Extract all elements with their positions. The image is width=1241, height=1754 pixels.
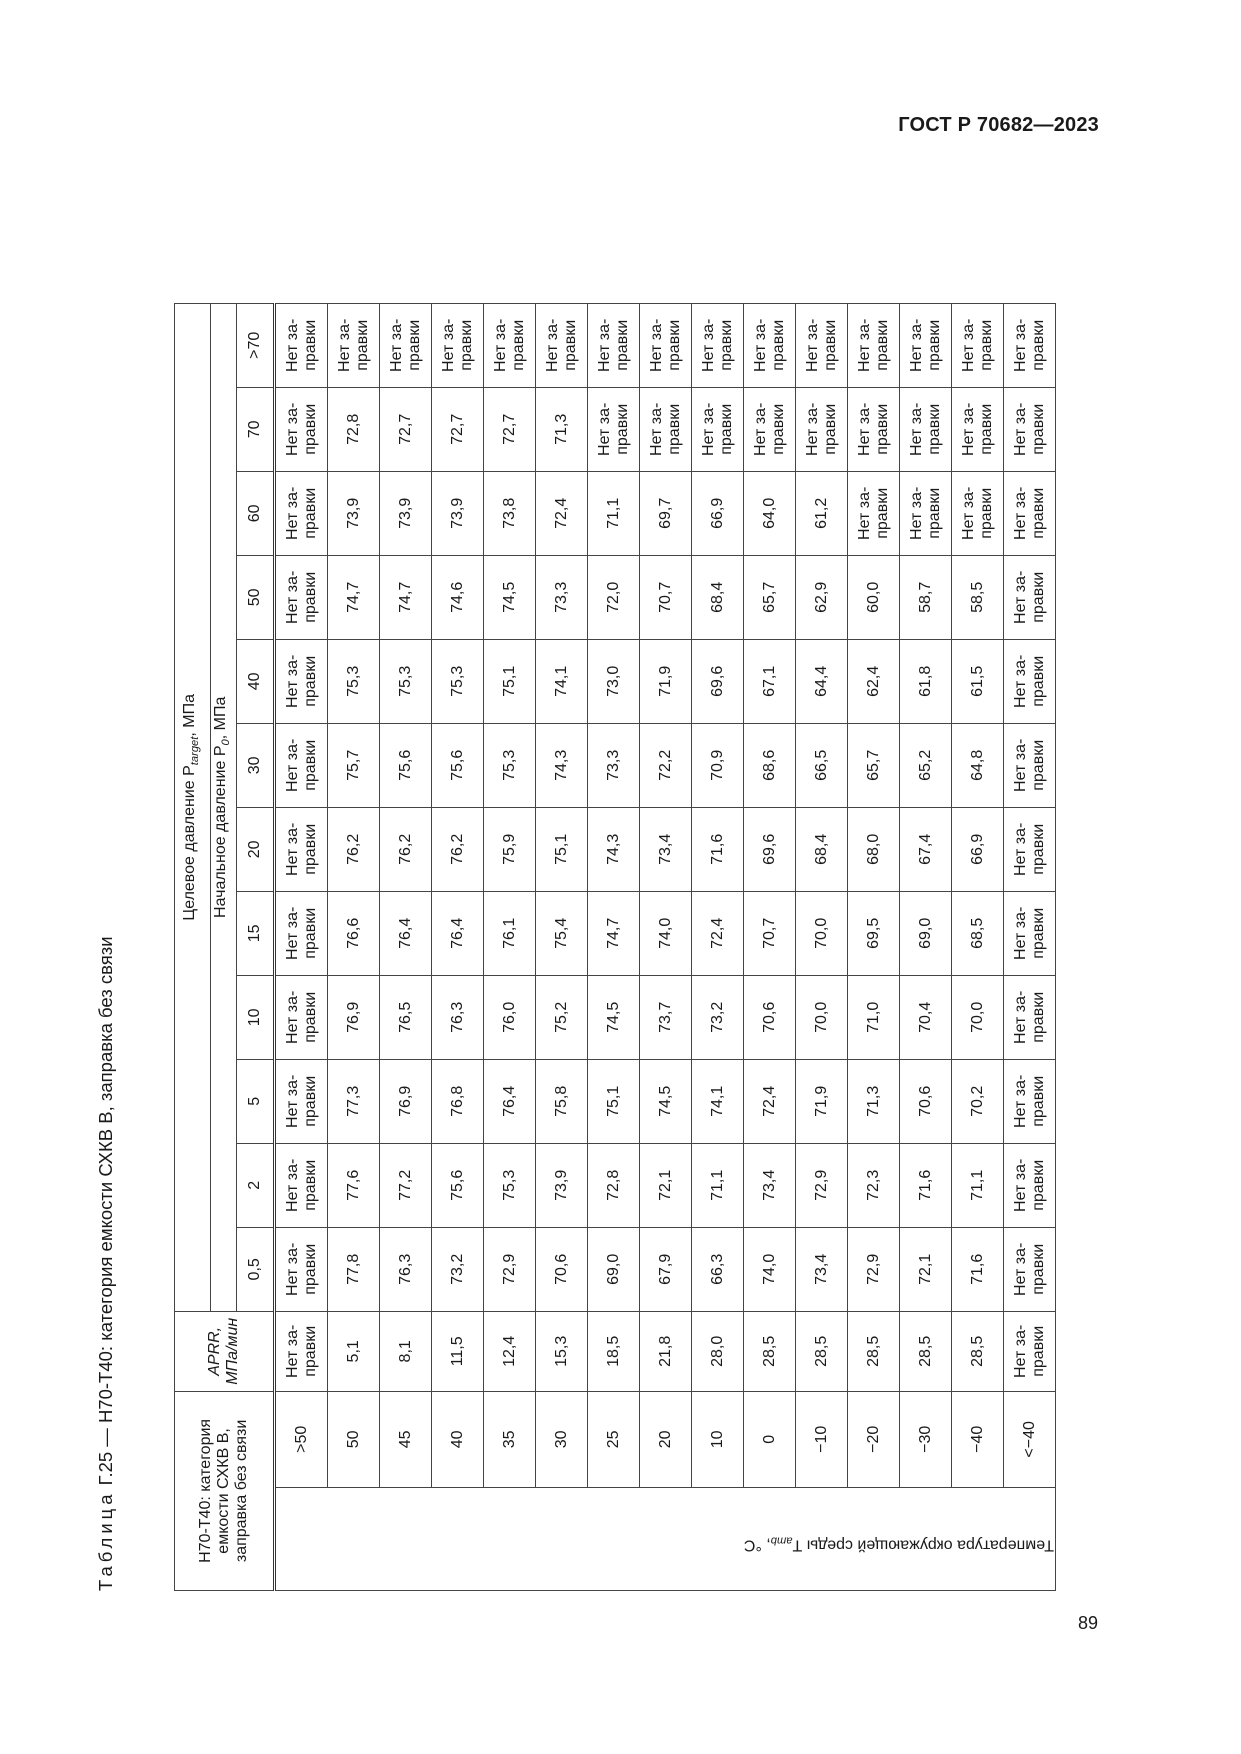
value-cell: Нет за- правки	[588, 303, 640, 387]
value-cell: 65,7	[744, 555, 796, 639]
initial-pressure-header: Начальное давление $P_0$, МПа	[211, 303, 237, 1311]
table-row	[432, 303, 484, 1590]
aprr-cell: 12,4	[484, 1311, 536, 1391]
value-cell: 75,4	[536, 891, 588, 975]
value-cell: Нет за- правки	[744, 387, 796, 471]
value-cell: 74,3	[588, 807, 640, 891]
value-cell: 76,4	[484, 1059, 536, 1143]
value-cell: 73,3	[536, 555, 588, 639]
value-cell: Нет за- правки	[952, 303, 1004, 387]
value-cell: 75,1	[536, 807, 588, 891]
value-cell: 76,1	[484, 891, 536, 975]
value-cell: 71,1	[952, 1143, 1004, 1227]
value-cell: Нет за- правки	[848, 303, 900, 387]
value-cell: Нет за- правки	[1004, 639, 1056, 723]
table-row	[952, 303, 1004, 1590]
aprr-cell: 5,1	[328, 1311, 380, 1391]
value-cell: 73,9	[328, 471, 380, 555]
value-cell: 65,2	[900, 723, 952, 807]
value-cell: 71,6	[952, 1227, 1004, 1311]
value-cell: Нет за- правки	[275, 471, 328, 555]
value-cell: 70,6	[900, 1059, 952, 1143]
value-cell: 74,7	[328, 555, 380, 639]
value-cell: 70,6	[536, 1227, 588, 1311]
temperature-axis-label: Температура окружающей среды $T_{amb}$, °С	[275, 1487, 1056, 1590]
value-cell: 75,7	[328, 723, 380, 807]
value-cell: 72,7	[380, 387, 432, 471]
value-cell: 68,4	[796, 807, 848, 891]
value-cell: 69,6	[744, 807, 796, 891]
value-cell: 70,0	[796, 975, 848, 1059]
table-row	[796, 303, 848, 1590]
value-cell: 58,5	[952, 555, 1004, 639]
value-cell: Нет за- правки	[275, 303, 328, 387]
temperature-cell: 20	[640, 1391, 692, 1487]
table-row	[692, 303, 744, 1590]
value-cell: 74,6	[432, 555, 484, 639]
value-cell: 74,0	[744, 1227, 796, 1311]
temperature-cell: 0	[744, 1391, 796, 1487]
value-cell: 77,8	[328, 1227, 380, 1311]
temperature-cell: 25	[588, 1391, 640, 1487]
pressure-column-header: 50	[237, 555, 275, 639]
value-cell: 76,6	[328, 891, 380, 975]
value-cell: 68,6	[744, 723, 796, 807]
value-cell: 70,7	[744, 891, 796, 975]
value-cell: 70,2	[952, 1059, 1004, 1143]
value-cell: Нет за- правки	[484, 303, 536, 387]
value-cell: 72,8	[588, 1143, 640, 1227]
value-cell: 73,8	[484, 471, 536, 555]
value-cell: 74,7	[588, 891, 640, 975]
value-cell: 73,2	[692, 975, 744, 1059]
pressure-column-header: 2	[237, 1143, 275, 1227]
table-row	[484, 303, 536, 1590]
value-cell: 64,0	[744, 471, 796, 555]
value-cell: 76,0	[484, 975, 536, 1059]
value-cell: Нет за- правки	[1004, 387, 1056, 471]
table-row	[1004, 303, 1056, 1590]
pressure-column-header: 10	[237, 975, 275, 1059]
temperature-cell: −30	[900, 1391, 952, 1487]
value-cell: 72,1	[900, 1227, 952, 1311]
value-cell: Нет за- правки	[640, 387, 692, 471]
value-cell: 67,1	[744, 639, 796, 723]
value-cell: 70,7	[640, 555, 692, 639]
value-cell: 67,4	[900, 807, 952, 891]
value-cell: 75,6	[432, 1143, 484, 1227]
value-cell: 61,2	[796, 471, 848, 555]
value-cell: Нет за- правки	[275, 1059, 328, 1143]
value-cell: Нет за- правки	[1004, 1227, 1056, 1311]
value-cell: 69,6	[692, 639, 744, 723]
value-cell: 74,3	[536, 723, 588, 807]
value-cell: 69,0	[588, 1227, 640, 1311]
value-cell: Нет за- правки	[848, 387, 900, 471]
aprr-cell: 28,0	[692, 1311, 744, 1391]
value-cell: Нет за- правки	[1004, 471, 1056, 555]
value-cell: 66,9	[692, 471, 744, 555]
value-cell: 64,8	[952, 723, 1004, 807]
value-cell: 76,3	[380, 1227, 432, 1311]
value-cell: 70,6	[744, 975, 796, 1059]
value-cell: 68,0	[848, 807, 900, 891]
value-cell: 58,7	[900, 555, 952, 639]
value-cell: 71,9	[796, 1059, 848, 1143]
pressure-column-header: 60	[237, 471, 275, 555]
value-cell: 73,7	[640, 975, 692, 1059]
value-cell: Нет за- правки	[432, 303, 484, 387]
temperature-cell: 50	[328, 1391, 380, 1487]
value-cell: Нет за- правки	[275, 1227, 328, 1311]
value-cell: 70,4	[900, 975, 952, 1059]
rotated-table-block	[90, 169, 1080, 1591]
value-cell: 72,4	[744, 1059, 796, 1143]
target-pressure-header: Целевое давление $P_{target}$, МПа	[175, 303, 211, 1311]
caption-text: — H70-T40: категория емкости СХКВ В, заправка без связи	[95, 936, 116, 1452]
value-cell: 72,9	[796, 1143, 848, 1227]
value-cell: Нет за- правки	[1004, 1143, 1056, 1227]
value-cell: 75,3	[484, 723, 536, 807]
pressure-column-header: 5	[237, 1059, 275, 1143]
value-cell: 72,7	[432, 387, 484, 471]
table-row	[328, 303, 380, 1590]
page-number: 89	[1078, 1613, 1099, 1633]
value-cell: Нет за- правки	[275, 975, 328, 1059]
value-cell: 66,9	[952, 807, 1004, 891]
value-cell: Нет за- правки	[796, 303, 848, 387]
table-row	[536, 303, 588, 1590]
value-cell: Нет за- правки	[744, 303, 796, 387]
value-cell: 75,8	[536, 1059, 588, 1143]
temperature-cell: 40	[432, 1391, 484, 1487]
value-cell: Нет за- правки	[1004, 975, 1056, 1059]
temperature-cell: >50	[275, 1391, 328, 1487]
value-cell: Нет за- правки	[588, 387, 640, 471]
aprr-cell: 28,5	[952, 1311, 1004, 1391]
value-cell: 76,5	[380, 975, 432, 1059]
aprr-cell: 15,3	[536, 1311, 588, 1391]
aprr-cell: 21,8	[640, 1311, 692, 1391]
table-row	[588, 303, 640, 1590]
pressure-column-header: 70	[237, 387, 275, 471]
value-cell: 68,5	[952, 891, 1004, 975]
value-cell: 77,6	[328, 1143, 380, 1227]
value-cell: 74,0	[640, 891, 692, 975]
value-cell: 75,3	[484, 1143, 536, 1227]
temperature-cell: 45	[380, 1391, 432, 1487]
value-cell: 76,2	[380, 807, 432, 891]
value-cell: 75,1	[484, 639, 536, 723]
pressure-column-header: 15	[237, 891, 275, 975]
value-cell: 74,1	[536, 639, 588, 723]
value-cell: 60,0	[848, 555, 900, 639]
value-cell: 73,4	[744, 1143, 796, 1227]
value-cell: 76,9	[328, 975, 380, 1059]
value-cell: Нет за- правки	[1004, 555, 1056, 639]
aprr-cell: 28,5	[848, 1311, 900, 1391]
refuel-table	[174, 303, 1056, 1591]
value-cell: Нет за- правки	[328, 303, 380, 387]
value-cell: 72,7	[484, 387, 536, 471]
table-row	[640, 303, 692, 1590]
value-cell: 71,1	[692, 1143, 744, 1227]
temperature-cell: −10	[796, 1391, 848, 1487]
value-cell: 69,7	[640, 471, 692, 555]
value-cell: 76,9	[380, 1059, 432, 1143]
value-cell: 72,3	[848, 1143, 900, 1227]
value-cell: 74,5	[484, 555, 536, 639]
value-cell: 72,4	[536, 471, 588, 555]
value-cell: 75,6	[380, 723, 432, 807]
table-row	[900, 303, 952, 1590]
value-cell: 74,5	[640, 1059, 692, 1143]
pressure-column-header: 0,5	[237, 1227, 275, 1311]
value-cell: 73,9	[536, 1143, 588, 1227]
value-cell: 71,6	[692, 807, 744, 891]
value-cell: 67,9	[640, 1227, 692, 1311]
value-cell: 70,0	[796, 891, 848, 975]
aprr-cell: Нет за- правки	[275, 1311, 328, 1391]
value-cell: 75,3	[328, 639, 380, 723]
value-cell: Нет за- правки	[275, 723, 328, 807]
value-cell: 72,4	[692, 891, 744, 975]
value-cell: 69,5	[848, 891, 900, 975]
value-cell: 73,2	[432, 1227, 484, 1311]
value-cell: 70,0	[952, 975, 1004, 1059]
value-cell: Нет за- правки	[796, 387, 848, 471]
value-cell: 73,9	[380, 471, 432, 555]
aprr-cell: 11,5	[432, 1311, 484, 1391]
temperature-cell: 30	[536, 1391, 588, 1487]
temperature-cell: <−40	[1004, 1391, 1056, 1487]
aprr-cell: 28,5	[744, 1311, 796, 1391]
value-cell: Нет за- правки	[275, 555, 328, 639]
value-cell: 61,5	[952, 639, 1004, 723]
value-cell: 71,9	[640, 639, 692, 723]
temperature-cell: −40	[952, 1391, 1004, 1487]
value-cell: 72,9	[848, 1227, 900, 1311]
value-cell: Нет за- правки	[275, 807, 328, 891]
value-cell: 75,9	[484, 807, 536, 891]
value-cell: 73,4	[796, 1227, 848, 1311]
pressure-column-header: 30	[237, 723, 275, 807]
caption-prefix: Таблица	[95, 1490, 116, 1591]
value-cell: Нет за- правки	[380, 303, 432, 387]
value-cell: 72,9	[484, 1227, 536, 1311]
value-cell: 75,1	[588, 1059, 640, 1143]
value-cell: 71,6	[900, 1143, 952, 1227]
corner-label: H70-T40: категория емкости СХКВ В, заправка без связи	[175, 1391, 275, 1590]
value-cell: 73,3	[588, 723, 640, 807]
value-cell: Нет за- правки	[536, 303, 588, 387]
temperature-cell: −20	[848, 1391, 900, 1487]
value-cell: Нет за- правки	[1004, 807, 1056, 891]
aprr-cell: Нет за- правки	[1004, 1311, 1056, 1391]
value-cell: 73,4	[640, 807, 692, 891]
value-cell: 72,8	[328, 387, 380, 471]
value-cell: 76,4	[432, 891, 484, 975]
value-cell: 76,2	[432, 807, 484, 891]
value-cell: 75,3	[380, 639, 432, 723]
value-cell: 72,1	[640, 1143, 692, 1227]
value-cell: 71,1	[588, 471, 640, 555]
value-cell: 68,4	[692, 555, 744, 639]
pressure-column-header: >70	[237, 303, 275, 387]
value-cell: 70,9	[692, 723, 744, 807]
aprr-cell: 28,5	[796, 1311, 848, 1391]
value-cell: 77,3	[328, 1059, 380, 1143]
value-cell: 62,4	[848, 639, 900, 723]
value-cell: 66,5	[796, 723, 848, 807]
value-cell: 75,2	[536, 975, 588, 1059]
value-cell: 74,1	[692, 1059, 744, 1143]
table-row	[848, 303, 900, 1590]
value-cell: 73,9	[432, 471, 484, 555]
value-cell: 62,9	[796, 555, 848, 639]
table-row	[380, 303, 432, 1590]
pressure-column-header: 20	[237, 807, 275, 891]
value-cell: Нет за- правки	[692, 387, 744, 471]
value-cell: Нет за- правки	[275, 639, 328, 723]
value-cell: 72,2	[640, 723, 692, 807]
value-cell: Нет за- правки	[952, 471, 1004, 555]
value-cell: Нет за- правки	[275, 387, 328, 471]
value-cell: 66,3	[692, 1227, 744, 1311]
value-cell: Нет за- правки	[1004, 723, 1056, 807]
value-cell: 74,5	[588, 975, 640, 1059]
value-cell: 61,8	[900, 639, 952, 723]
aprr-header: APRR, МПа/мин	[175, 1311, 275, 1391]
value-cell: 71,0	[848, 975, 900, 1059]
value-cell: 75,3	[432, 639, 484, 723]
value-cell: Нет за- правки	[900, 303, 952, 387]
value-cell: 73,0	[588, 639, 640, 723]
value-cell: 64,4	[796, 639, 848, 723]
standard-code: ГОСТ Р 70682—2023	[898, 114, 1099, 136]
value-cell: Нет за- правки	[952, 387, 1004, 471]
table-caption	[90, 936, 122, 1591]
value-cell: 76,3	[432, 975, 484, 1059]
value-cell: Нет за- правки	[848, 471, 900, 555]
value-cell: 76,2	[328, 807, 380, 891]
aprr-cell: 18,5	[588, 1311, 640, 1391]
value-cell: Нет за- правки	[692, 303, 744, 387]
temperature-cell: 35	[484, 1391, 536, 1487]
pressure-column-header: 40	[237, 639, 275, 723]
value-cell: 69,0	[900, 891, 952, 975]
value-cell: 71,3	[536, 387, 588, 471]
table-row	[275, 303, 328, 1590]
value-cell: Нет за- правки	[640, 303, 692, 387]
value-cell: 74,7	[380, 555, 432, 639]
value-cell: 65,7	[848, 723, 900, 807]
value-cell: 76,4	[380, 891, 432, 975]
value-cell: 71,3	[848, 1059, 900, 1143]
value-cell: 76,8	[432, 1059, 484, 1143]
value-cell: Нет за- правки	[1004, 303, 1056, 387]
caption-number: Г.25	[95, 1451, 116, 1486]
aprr-cell: 28,5	[900, 1311, 952, 1391]
value-cell: 72,0	[588, 555, 640, 639]
aprr-cell: 8,1	[380, 1311, 432, 1391]
value-cell: Нет за- правки	[900, 471, 952, 555]
value-cell: Нет за- правки	[1004, 891, 1056, 975]
temperature-cell: 10	[692, 1391, 744, 1487]
table-row	[744, 303, 796, 1590]
value-cell: 77,2	[380, 1143, 432, 1227]
value-cell: Нет за- правки	[275, 1143, 328, 1227]
value-cell: Нет за- правки	[900, 387, 952, 471]
value-cell: Нет за- правки	[275, 891, 328, 975]
value-cell: 75,6	[432, 723, 484, 807]
value-cell: Нет за- правки	[1004, 1059, 1056, 1143]
